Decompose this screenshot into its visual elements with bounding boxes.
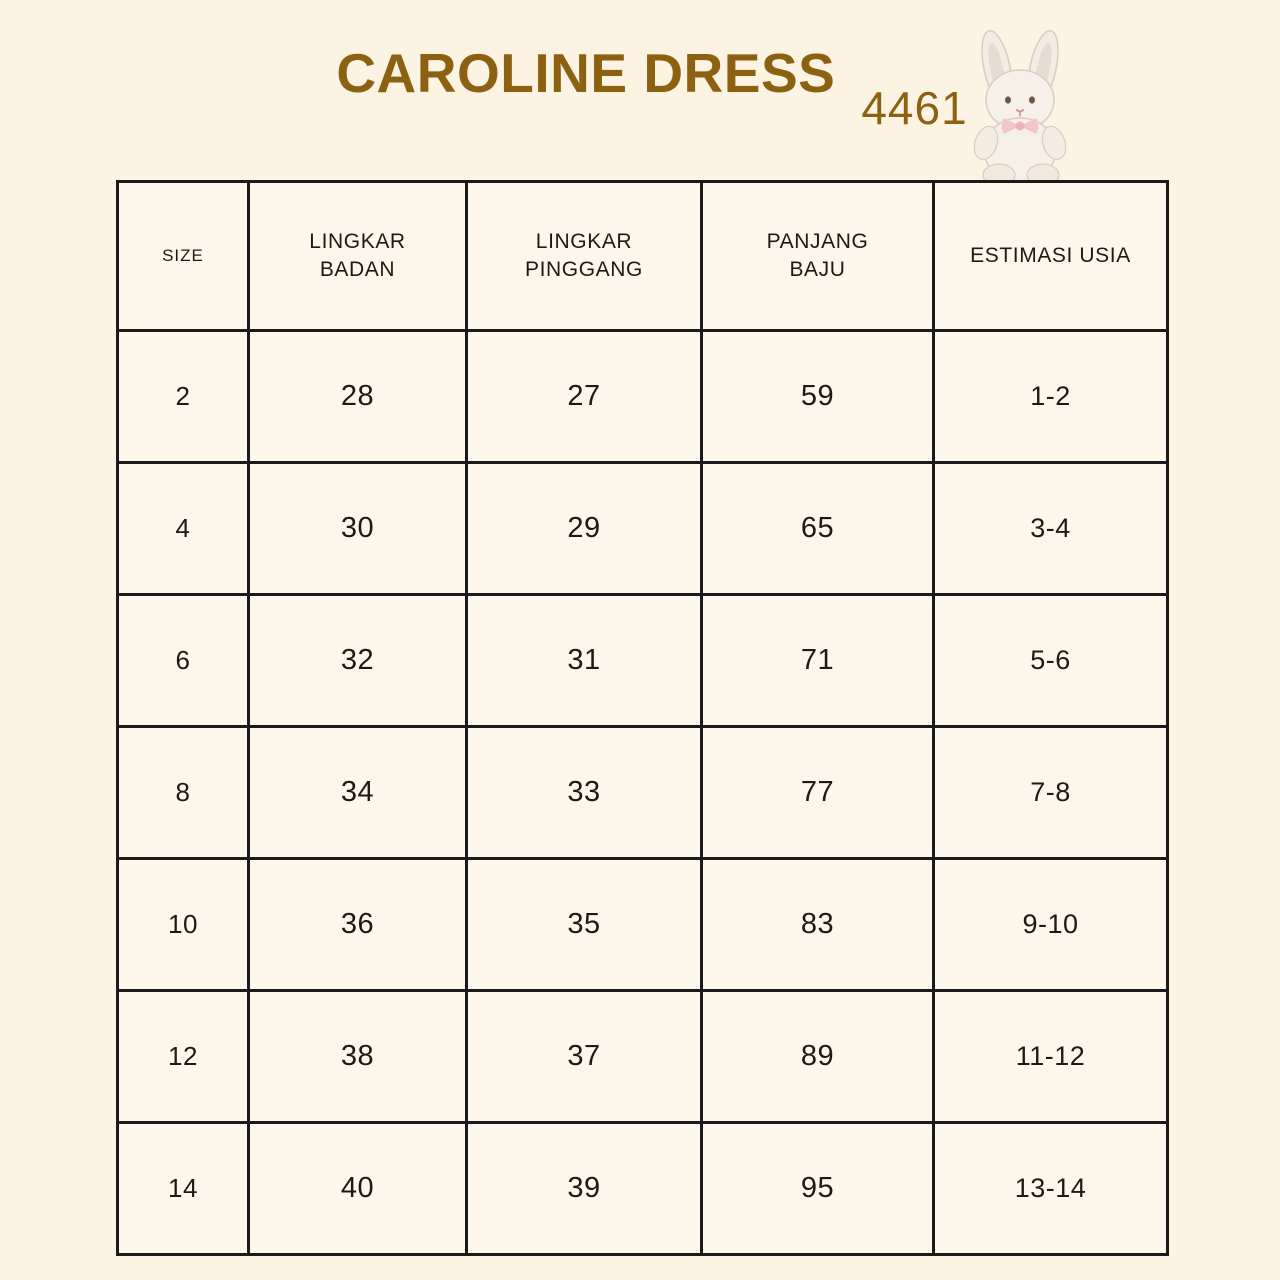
cell-lingkar-badan: 32: [249, 595, 467, 727]
table-row: [118, 595, 1168, 727]
cell-panjang-baju: 83: [702, 859, 934, 991]
column-header-badan-line2: BADAN: [319, 258, 396, 281]
table-row: [118, 1123, 1168, 1255]
cell-lingkar-pinggang: 39: [467, 1123, 702, 1255]
cell-estimasi-usia: 11-12: [934, 991, 1168, 1123]
cell-estimasi-usia: 3-4: [934, 463, 1168, 595]
cell-estimasi-usia: 13-14: [934, 1123, 1168, 1255]
cell-panjang-baju: 89: [702, 991, 934, 1123]
page-title: CAROLINE DRESS: [336, 42, 836, 104]
cell-lingkar-pinggang: 33: [467, 727, 702, 859]
cell-size: 4: [118, 463, 249, 595]
cell-lingkar-badan: 38: [249, 991, 467, 1123]
cell-lingkar-pinggang: 37: [467, 991, 702, 1123]
table-row: [118, 463, 1168, 595]
page-header: [0, 42, 1280, 166]
size-table-container: [116, 180, 1166, 1256]
cell-panjang-baju: 65: [702, 463, 934, 595]
cell-estimasi-usia: 5-6: [934, 595, 1168, 727]
table-row: [118, 331, 1168, 463]
column-header-pinggang-line2: PINGGANG: [525, 258, 643, 281]
cell-lingkar-badan: 40: [249, 1123, 467, 1255]
table-row: [118, 727, 1168, 859]
cell-lingkar-badan: 36: [249, 859, 467, 991]
table-row: [118, 859, 1168, 991]
table-body: [118, 331, 1168, 1255]
cell-size: 12: [118, 991, 249, 1123]
cell-estimasi-usia: 1-2: [934, 331, 1168, 463]
cell-lingkar-pinggang: 35: [467, 859, 702, 991]
cell-size: 8: [118, 727, 249, 859]
column-header-pinggang-line1: LINGKAR: [535, 229, 633, 253]
cell-panjang-baju: 71: [702, 595, 934, 727]
cell-size: 10: [118, 859, 249, 991]
size-table: [116, 180, 1169, 1256]
column-header-size: [118, 182, 249, 331]
bunny-plush-icon: [955, 28, 1085, 188]
column-header-badan-line1: LINGKAR: [309, 229, 406, 253]
cell-lingkar-pinggang: 27: [467, 331, 702, 463]
cell-lingkar-pinggang: 31: [467, 595, 702, 727]
cell-estimasi-usia: 9-10: [934, 859, 1168, 991]
column-header-estimasi-usia: [934, 182, 1168, 331]
column-header-lingkar-badan: [249, 182, 467, 331]
table-row: [118, 991, 1168, 1123]
cell-size: 14: [118, 1123, 249, 1255]
cell-lingkar-badan: 34: [249, 727, 467, 859]
product-code: 4461: [861, 82, 968, 134]
column-header-panjang-baju: [702, 182, 934, 331]
column-header-baju-line1: PANJANG: [766, 229, 869, 253]
column-header-usia-line1: ESTIMASI USIA: [970, 243, 1131, 267]
cell-size: 2: [118, 331, 249, 463]
cell-panjang-baju: 77: [702, 727, 934, 859]
cell-panjang-baju: 59: [702, 331, 934, 463]
cell-lingkar-pinggang: 29: [467, 463, 702, 595]
cell-estimasi-usia: 7-8: [934, 727, 1168, 859]
cell-size: 6: [118, 595, 249, 727]
title-block: [336, 42, 968, 134]
column-header-baju-line2: BAJU: [789, 258, 846, 281]
cell-panjang-baju: 95: [702, 1123, 934, 1255]
table-header-row: [118, 182, 1168, 331]
column-header-size-line1: SIZE: [162, 245, 204, 265]
table-header: [118, 182, 1168, 331]
column-header-lingkar-pinggang: [467, 182, 702, 331]
cell-lingkar-badan: 30: [249, 463, 467, 595]
cell-lingkar-badan: 28: [249, 331, 467, 463]
